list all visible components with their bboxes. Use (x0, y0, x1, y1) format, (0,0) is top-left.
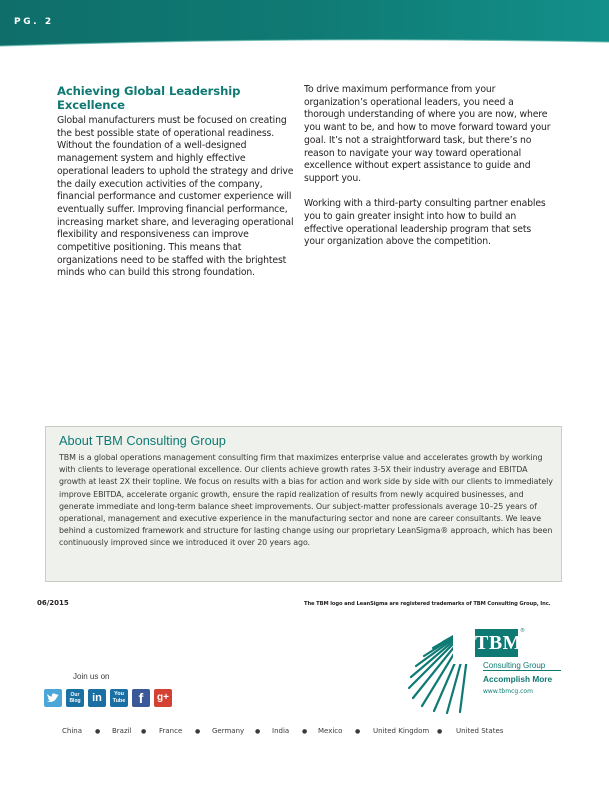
logo-divider (483, 670, 561, 671)
googleplus-label: g+ (157, 692, 169, 703)
separator-dot: ● (95, 728, 101, 735)
facebook-label: f (138, 690, 144, 706)
separator-dot: ● (302, 728, 308, 735)
facebook-icon[interactable] (132, 689, 150, 707)
tbm-logo[interactable] (405, 624, 565, 724)
fan-lines-icon (405, 624, 485, 714)
blog-label: Our Blog (69, 692, 81, 704)
country-china: China (62, 727, 82, 735)
blog-icon[interactable] (66, 689, 84, 707)
website-link[interactable]: www.tbmcg.com (483, 688, 533, 695)
country-united-states: United States (456, 727, 504, 735)
twitter-bird-icon (46, 692, 60, 704)
about-box (45, 426, 562, 582)
country-mexico: Mexico (318, 727, 343, 735)
logo-subtitle: Consulting Group (483, 661, 546, 670)
page-header-band (0, 0, 609, 50)
separator-dot: ● (255, 728, 261, 735)
publication-date: 06/2015 (37, 599, 69, 607)
article-right-paragraph-1: To drive maximum performance from your organization’s operational leaders, you need a thorough understanding of where you are now, where you want to be, and how to move forward toward your goal. It’s not a straightforward task, but there’s no reason to navigate your way toward operational excellence without expert assistance to guide and support you. (304, 84, 551, 184)
country-france: France (159, 727, 183, 735)
country-united-kingdom: United Kingdom (373, 727, 430, 735)
logo-registered-mark: ® (520, 628, 525, 634)
separator-dot: ● (355, 728, 361, 735)
logo-wordmark: TBM (475, 629, 518, 657)
article-right-paragraph-2: Working with a third-party consulting partner enables you to gain greater insight into how to build an effective operational leadership program that sets your organization above the competition. (304, 198, 546, 248)
about-title: About TBM Consulting Group (59, 433, 226, 448)
googleplus-icon[interactable] (154, 689, 172, 707)
page-number: PG. 2 (14, 17, 54, 27)
country-india: India (272, 727, 290, 735)
about-body: TBM is a global operations management consulting firm that maximizes enterprise value and accelerates growth by working with clients to leverage operational excellence. Our clients achieve growth rates 3-5X their industry average and EBITDA growth at least 2X their topline. We focus on results with a bias for action and work side by side with our clients to immediately improve EBITDA, accelerate organic growth, ensure the rapid realization of results from newly acquired businesses, and generate immediate and long-term balance sheet improvements. Our subject-matter professionals average 10–25 years of operational, management and executive experience in the manufacturing sector and none are career consultants. We leave behind a customized framework and structure for lasting change using our proprietary LeanSigma® approach, which has been continuously improved since we introduced it over 20 years ago. (59, 453, 553, 548)
header-curve (0, 32, 609, 50)
article-title: Achieving Global Leadership Excellence (57, 84, 241, 112)
separator-dot: ● (195, 728, 201, 735)
country-germany: Germany (212, 727, 245, 735)
logo-tagline: Accomplish More (483, 674, 553, 684)
trademark-notice: The TBM logo and LeanSigma are registered trademarks of TBM Consulting Group, Inc. (304, 601, 551, 607)
article-right-column (304, 84, 554, 249)
youtube-label: You Tube (112, 691, 126, 704)
join-us-label: Join us on (73, 672, 110, 681)
twitter-icon[interactable] (44, 689, 62, 707)
youtube-icon[interactable] (110, 689, 128, 707)
separator-dot: ● (141, 728, 147, 735)
separator-dot: ● (437, 728, 443, 735)
article-left-column (57, 84, 295, 280)
country-brazil: Brazil (112, 727, 132, 735)
article-left-paragraph: Global manufacturers must be focused on creating the best possible state of operational readiness. Without the foundation of a well-designed management system and highly effective operational leaders to uphold the strategy and drive the daily execution activities of the company, financial performance and customer experience will eventually suffer. Improving financial performance, increasing market share, and leveraging operational flexibility and responsiveness can improve competitive positioning. This means that organizations need to be staffed with the brightest minds who can build this strong foundation. (57, 115, 294, 279)
linkedin-label: in (92, 692, 102, 704)
linkedin-icon[interactable] (88, 689, 106, 707)
